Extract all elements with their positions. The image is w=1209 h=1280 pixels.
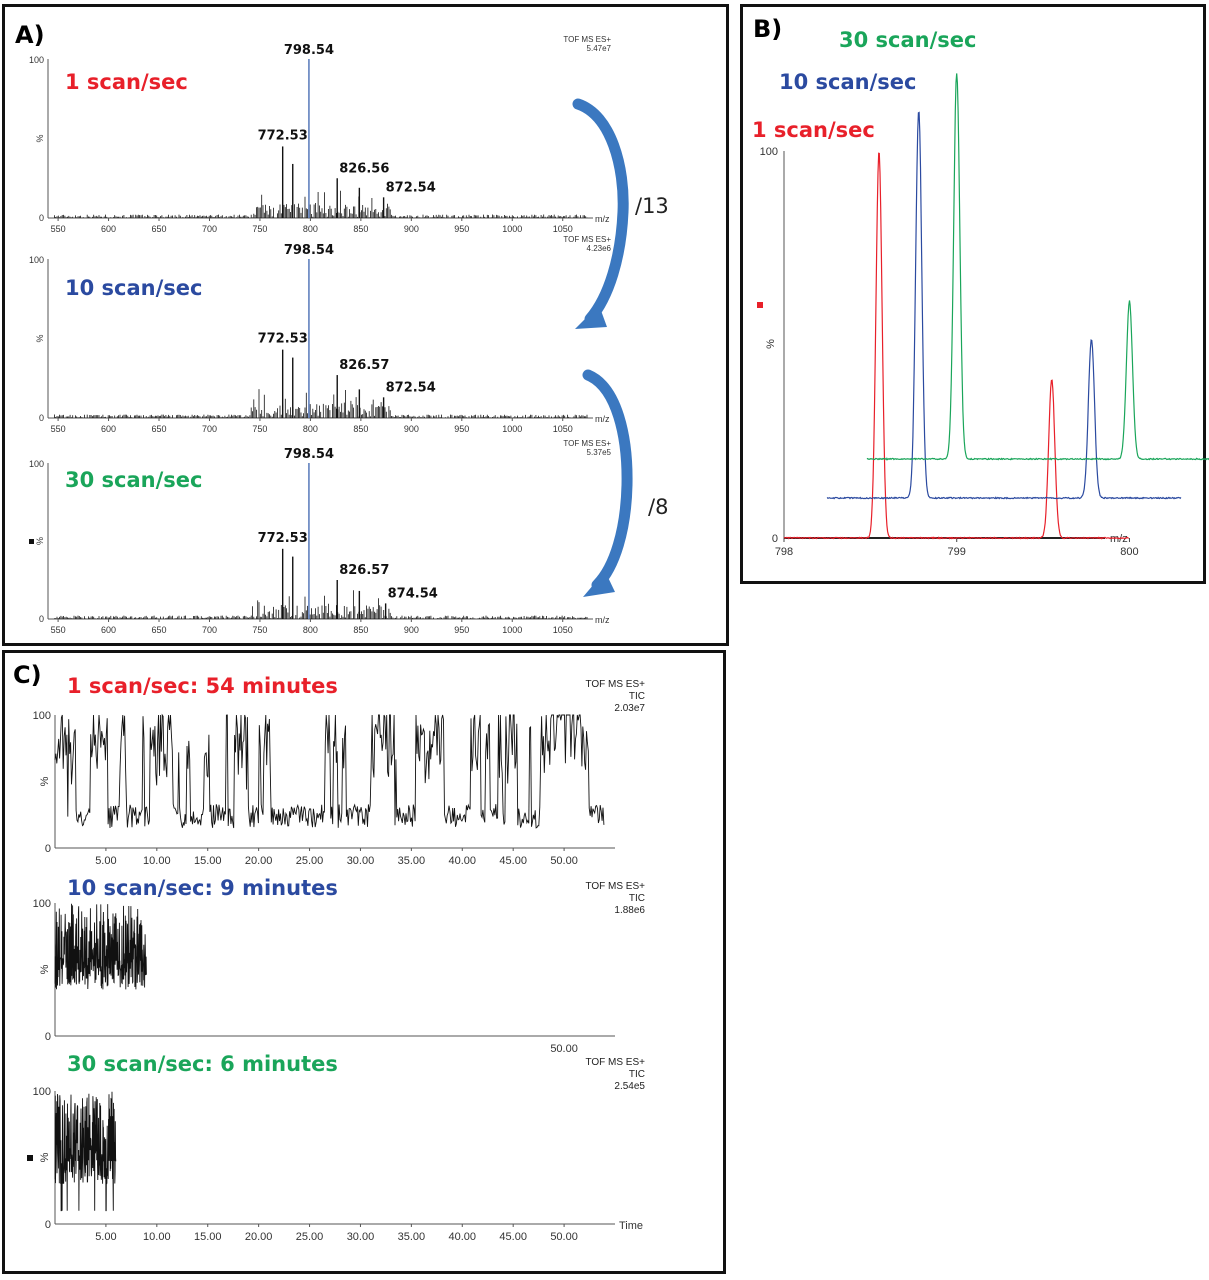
y-tick-100: 100 [32, 898, 51, 910]
y-axis-label: % [39, 964, 51, 975]
panel-a-svg [5, 7, 732, 649]
y-tick-100: 100 [28, 55, 44, 65]
x-tick-label: 700 [201, 224, 217, 234]
x-tick-label: 5.00 [95, 855, 117, 867]
x-tick-label: 50.00 [550, 1231, 578, 1243]
peak-label: 798.54 [283, 243, 335, 258]
info-tic: TIC [628, 691, 645, 702]
x-tick-label: 1000 [502, 424, 523, 434]
y-tick-0: 0 [44, 1031, 51, 1043]
x-tick-label: 40.00 [448, 855, 477, 867]
x-tick-label: 800 [302, 424, 318, 434]
chromatogram-1 [33, 674, 646, 867]
x-tick-label: 10.00 [143, 1231, 171, 1243]
ratio-8: /8 [648, 495, 669, 519]
spectrum-noise [53, 590, 587, 619]
y-axis-label: % [39, 776, 51, 787]
x-unit: m/z [1110, 533, 1128, 545]
spectrum-2 [29, 235, 612, 434]
x-tick-label: 15.00 [193, 1231, 222, 1243]
y-tick-0: 0 [38, 213, 44, 223]
panel-c-svg [5, 653, 729, 1277]
x-tick-label: 1050 [552, 424, 573, 434]
x-tick-label: 1000 [502, 625, 523, 635]
y-axis-label: % [35, 536, 45, 546]
panel-c-label: C) [13, 661, 42, 689]
x-unit: Time [619, 1220, 644, 1232]
y-tick-0: 0 [38, 614, 44, 624]
x-tick-label: 850 [353, 625, 369, 635]
peak-label: 826.57 [339, 563, 390, 578]
info-mode: TOF MS ES+ [563, 35, 611, 44]
y-axis-label: % [35, 334, 45, 343]
peak-label: 874.54 [387, 586, 438, 602]
x-tick-label: 40.00 [448, 1231, 477, 1243]
ratio-13: /13 [635, 194, 669, 218]
x-unit: m/z [595, 214, 610, 224]
x-tick-label: 799 [947, 546, 966, 558]
x-tick-label: 850 [353, 424, 369, 434]
x-tick-label: 1000 [502, 224, 523, 234]
x-unit: m/z [595, 615, 610, 625]
panel-b-label-10: 10 scan/sec [779, 70, 917, 94]
y-tick-100: 100 [759, 146, 778, 158]
marker-square [29, 539, 34, 544]
x-tick-label: 30.00 [346, 1231, 375, 1243]
chromatogram-3 [27, 1052, 645, 1243]
x-tick-label: 5.00 [95, 1231, 117, 1243]
x-tick-label: 750 [252, 625, 268, 635]
spectrum-noise [53, 191, 587, 218]
panel-a [2, 4, 729, 646]
arrow-down-8 [583, 375, 627, 597]
marker-square [757, 302, 763, 308]
tic-trace [55, 904, 146, 990]
y-axis-label: % [39, 1152, 51, 1163]
x-tick-label: 10.00 [143, 855, 171, 867]
info-intensity: 1.88e6 [614, 905, 645, 916]
x-tick-label: 50.00 [550, 855, 578, 867]
info-mode: TOF MS ES+ [585, 679, 645, 690]
peak-label: 772.53 [257, 128, 308, 144]
x-tick-label: 45.00 [499, 1231, 527, 1243]
y-tick-0: 0 [771, 533, 778, 545]
x-tick-label: 15.00 [193, 855, 222, 867]
panel-c [2, 650, 726, 1274]
x-tick-label: 50.00 [550, 1043, 578, 1055]
x-tick-label: 650 [151, 625, 167, 635]
info-intensity: 5.47e7 [586, 44, 611, 53]
panel-a-label: A) [15, 21, 45, 49]
x-tick-label: 35.00 [397, 1231, 426, 1243]
x-tick-label: 550 [50, 625, 66, 635]
spectrum-3 [29, 439, 612, 635]
peak-label: 772.53 [257, 530, 308, 546]
info-intensity: 2.54e5 [614, 1081, 645, 1092]
x-tick-label: 25.00 [295, 1231, 324, 1243]
y-axis-label: % [35, 134, 45, 143]
x-tick-label: 900 [403, 625, 419, 635]
x-tick-label: 750 [252, 424, 268, 434]
info-mode: TOF MS ES+ [585, 1057, 645, 1068]
panel-b-label-30: 30 scan/sec [839, 28, 977, 52]
info-intensity: 5.37e5 [586, 448, 611, 457]
panel-b-label-1: 1 scan/sec [752, 118, 875, 142]
spectrum-noise [53, 389, 587, 418]
chromatogram-2 [33, 876, 646, 1055]
x-tick-label: 800 [1120, 546, 1139, 558]
spectrum-label: 1 scan/sec [65, 70, 188, 94]
y-tick-100: 100 [32, 710, 51, 722]
info-tic: TIC [628, 893, 645, 904]
info-intensity: 2.03e7 [614, 703, 645, 714]
x-tick-label: 800 [302, 224, 318, 234]
y-tick-0: 0 [44, 843, 51, 855]
tic-trace [55, 715, 604, 828]
panel-b [740, 4, 1206, 584]
x-tick-label: 950 [454, 625, 470, 635]
spectrum-label: 10 scan/sec [65, 276, 203, 300]
x-tick-label: 650 [151, 424, 167, 434]
x-tick-label: 850 [353, 224, 369, 234]
x-tick-label: 700 [201, 625, 217, 635]
x-tick-label: 750 [252, 224, 268, 234]
info-tic: TIC [628, 1069, 645, 1080]
x-tick-label: 900 [403, 224, 419, 234]
trace-label: 1 scan/sec: 54 minutes [67, 674, 338, 698]
x-tick-label: 45.00 [499, 855, 527, 867]
trace-label: 30 scan/sec: 6 minutes [67, 1052, 338, 1076]
y-tick-100: 100 [32, 1086, 51, 1098]
x-tick-label: 550 [50, 224, 66, 234]
y-axis-label: % [765, 339, 777, 349]
y-tick-100: 100 [28, 459, 44, 469]
x-tick-label: 600 [101, 424, 117, 434]
marker-square [27, 1155, 33, 1161]
y-tick-0: 0 [44, 1219, 51, 1231]
x-tick-label: 20.00 [244, 1231, 273, 1243]
x-tick-label: 950 [454, 424, 470, 434]
peak-label: 798.54 [283, 447, 335, 462]
x-tick-label: 900 [403, 424, 419, 434]
trace-1-scan-sec [784, 153, 1129, 538]
x-tick-label: 700 [201, 424, 217, 434]
x-tick-label: 550 [50, 424, 66, 434]
x-tick-label: 600 [101, 224, 117, 234]
y-tick-100: 100 [28, 255, 44, 265]
panel-b-label: B) [753, 15, 783, 43]
x-unit: m/z [595, 414, 610, 424]
peak-label: 872.54 [385, 180, 436, 196]
peak-label: 798.54 [283, 43, 335, 58]
x-tick-label: 800 [302, 625, 318, 635]
x-tick-label: 950 [454, 224, 470, 234]
x-tick-label: 650 [151, 224, 167, 234]
peak-label: 872.54 [385, 380, 436, 396]
peak-label: 826.56 [339, 161, 390, 177]
info-mode: TOF MS ES+ [563, 439, 611, 448]
tic-trace [55, 1092, 116, 1211]
trace-label: 10 scan/sec: 9 minutes [67, 876, 338, 900]
x-tick-label: 20.00 [244, 855, 273, 867]
x-tick-label: 35.00 [397, 855, 426, 867]
info-mode: TOF MS ES+ [563, 235, 611, 244]
info-intensity: 4.23e6 [586, 244, 611, 253]
x-tick-label: 600 [101, 625, 117, 635]
x-tick-label: 798 [774, 546, 794, 558]
x-tick-label: 30.00 [346, 855, 375, 867]
x-tick-label: 1050 [552, 625, 573, 635]
spectrum-label: 30 scan/sec [65, 468, 203, 492]
info-mode: TOF MS ES+ [585, 881, 645, 892]
x-tick-label: 1050 [552, 224, 573, 234]
x-tick-label: 25.00 [295, 855, 324, 867]
spectrum-1 [29, 35, 612, 234]
peak-label: 772.53 [257, 331, 308, 347]
y-tick-0: 0 [38, 413, 44, 423]
peak-label: 826.57 [339, 358, 390, 374]
panel-b-svg [743, 7, 1209, 587]
